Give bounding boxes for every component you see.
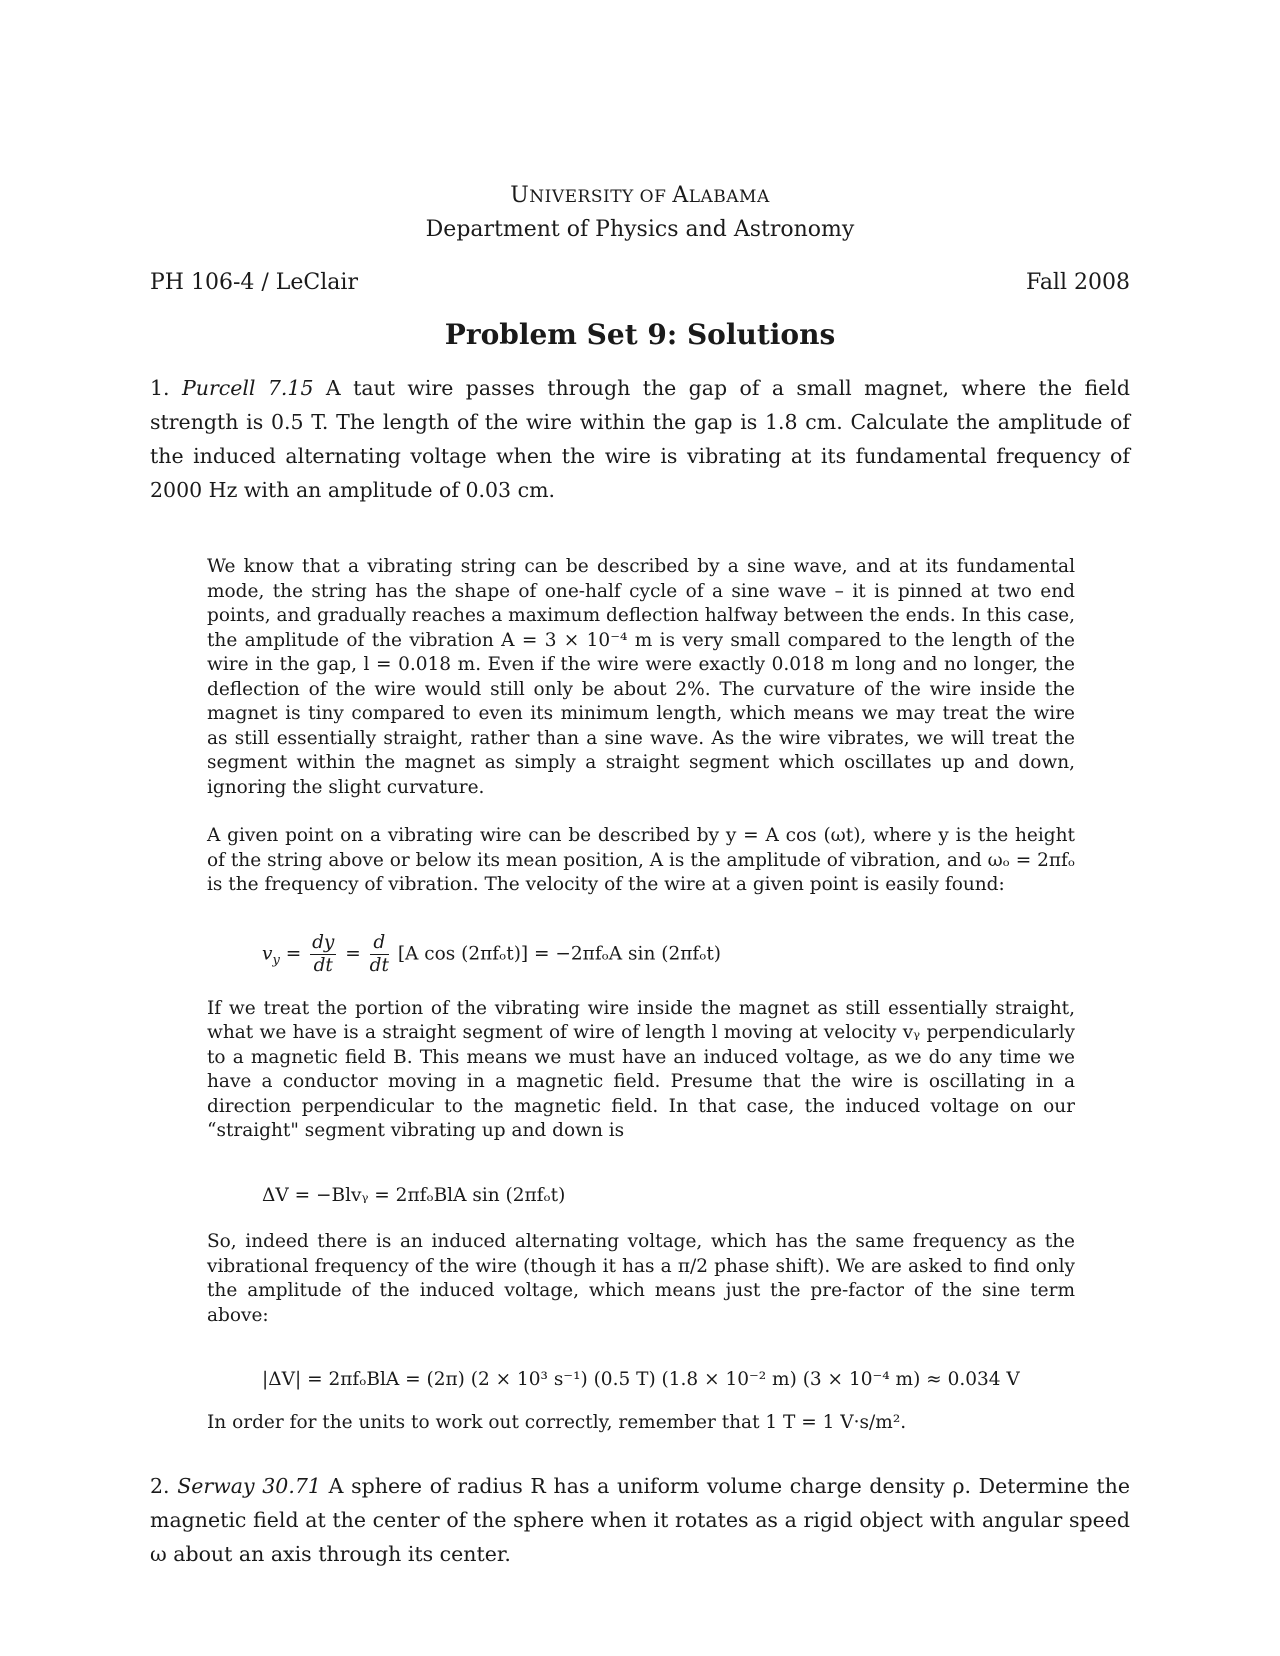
equation-velocity: $v_y$ = $\frac{dy}{dt}$ = $\frac{d}{dt}$ [A cos (2πfₒt)] = −2πfₒA sin (2πfₒt) [262,931,722,976]
eq1-sub: y [272,952,280,968]
equation-amplitude: |ΔV| = 2πfₒBlA = (2π) (2 × 10³ s⁻¹) (0.5 T) (1.8 × 10⁻² m) (3 × 10⁻⁴ m) ≈ 0.034 V [262,1369,1020,1390]
problem-2-number: 2. [150,1474,170,1498]
eq1-lhs: v [262,943,273,964]
equation-induced-voltage: ΔV = −Blvᵧ = 2πfₒBlA sin (2πfₒt) [262,1184,566,1206]
course-label: PH 106-4 / LeClair [150,270,358,295]
eq1-frac2-num: d [370,932,389,955]
page-title: Problem Set 9: Solutions [444,318,836,351]
problem-1-text: A taut wire passes through the gap of a small magnet, where the field strength is 0.5 T. The length of the wire within the gap is 1.8 cm. Calculate the amplitude of the induced alternating voltage when the wire is vibrating at its fundamental frequency of 2000 Hz with an amplitude of 0.03 cm. [150,376,1130,502]
course-row [150,267,1130,299]
department-name: Department of Physics and Astronomy [425,217,855,242]
problem-2 [150,1469,1130,1571]
problem-2-source: Serway 30.71 [177,1474,321,1498]
university-rest2: LABAMA [688,187,770,207]
problem-1-number: 1. [150,376,170,400]
university-initial-u: U [510,183,530,208]
problem-1-source: Purcell 7.15 [181,376,314,400]
university-initial-a: A [672,183,689,208]
solution-1-para-4: So, indeed there is an induced alternating voltage, which has the same frequency as the vibrational frequency of the wire (though it has a π/2 phase shift). We are asked to find only the amplitude of the induced voltage, which means just the pre-factor of the sine term above: [207,1231,1075,1326]
eq1-fraction-1 [310,932,336,977]
solution-1-para-5: In order for the units to work out correctly, remember that 1 T = 1 V·s/m². [207,1411,907,1433]
university-name [150,180,1130,213]
term-label: Fall 2008 [1026,270,1130,295]
solution-1 [207,555,1075,1435]
eq1-frac1-num: dy [312,931,335,953]
eq1-rest: [A cos (2πfₒt)] = −2πfₒA sin (2πfₒt) [397,943,722,964]
document-page [150,180,1130,1571]
eq1-frac1-den: dt [313,954,333,976]
solution-1-para-3: If we treat the portion of the vibrating wire inside the magnet as still essentially straight, what we have is a straight segment of wire of length l moving at velocity vᵧ perpendicularly to a magnetic field B. This means we must have an induced voltage, as we do any time we have a conductor moving in a magnetic field. Presume that the wire is oscillating in a direction perpendicular to the magnetic field. In that case, the induced voltage on our “straight" segment vibrating up and down is [207,997,1075,1141]
university-rest: NIVERSITY OF [529,187,673,207]
solution-1-para-2: A given point on a vibrating wire can be described by y = A cos (ωt), where y is the height of the string above or below its mean position, A is the amplitude of vibration, and ωₒ = 2πfₒ is the frequency of vibration. The velocity of the wire at a given point is easily found: [207,825,1075,895]
problem-2-text: A sphere of radius R has a uniform volume charge density ρ. Determine the magnetic field at the center of the sphere when it rotates as a rigid object with angular speed ω about an axis through its center. [150,1474,1130,1566]
problem-1 [150,371,1130,507]
solution-1-para-1: We know that a vibrating string can be described by a sine wave, and at its fundamental mode, the string has the shape of one-half cycle of a sine wave – it is pinned at two end points, and gradually reaches a maximum deflection halfway between the ends. In this case, the amplitude of the vibration A = 3 × 10⁻⁴ m is very small compared to the length of the wire in the gap, l = 0.018 m. Even if the wire were exactly 0.018 m long and no longer, the deflection of the wire would still only be about 2%. The curvature of the wire inside the magnet is tiny compared to even its minimum length, which means we may treat the wire as still essentially straight, rather than a sine wave. As the wire vibrates, we will treat the segment within the magnet as simply a straight segment which oscillates up and down, ignoring the slight curvature. [207,556,1075,798]
eq1-frac2-den: dt [369,954,389,976]
eq1-fraction-2 [370,932,389,977]
